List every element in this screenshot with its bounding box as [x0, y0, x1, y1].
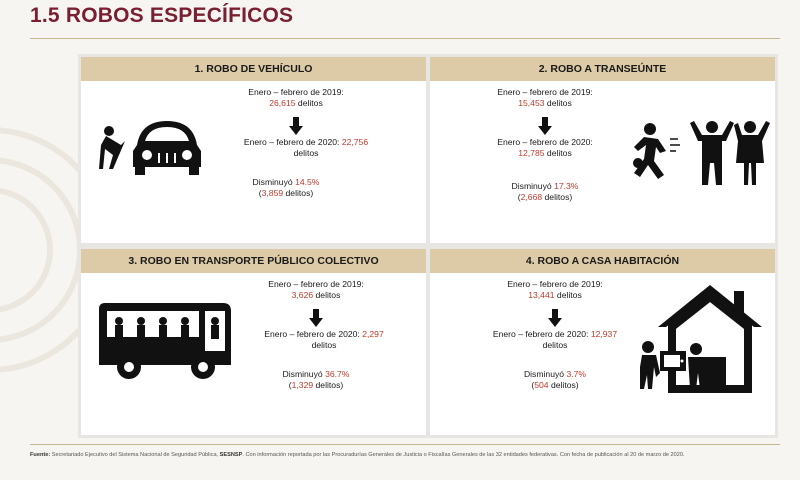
- change-abs: 3,859: [261, 188, 284, 198]
- arrow-down-icon: [309, 309, 323, 327]
- change-pct: 3.7%: [566, 369, 587, 379]
- robbery-panels-grid: [78, 54, 778, 438]
- car-thief-icon: [97, 105, 203, 185]
- period-2020-block: [480, 137, 610, 159]
- change-label: Disminuyó: [252, 177, 296, 187]
- paren-open: (: [288, 380, 292, 390]
- period-2019-label: Enero – febrero de 2019:: [268, 279, 364, 289]
- change-block: [231, 177, 341, 199]
- page-title: 1.5 ROBOS ESPECÍFICOS: [30, 4, 294, 27]
- period-2019-block: [490, 279, 620, 301]
- value-2019: 26,615: [269, 98, 296, 108]
- change-abs: 504: [534, 380, 549, 390]
- period-2020-block: [221, 137, 391, 159]
- bus-icon: [95, 299, 235, 383]
- period-2019-block: [231, 87, 361, 109]
- source-note: [30, 452, 790, 458]
- change-block: [490, 181, 600, 203]
- change-label: Disminuyó: [511, 181, 555, 191]
- panel-public-transport-robbery: [81, 249, 426, 435]
- value-2020: 12,937: [590, 329, 618, 339]
- period-2019-label: Enero – febrero de 2019:: [507, 279, 603, 289]
- unit-2020: delitos: [293, 148, 319, 158]
- change-abs-unit: delitos): [313, 380, 344, 390]
- period-2019-label: Enero – febrero de 2019:: [248, 87, 344, 97]
- unit-2019: delitos: [544, 98, 572, 108]
- panel-home-burglary: [430, 249, 775, 435]
- value-2019: 13,441: [528, 290, 555, 300]
- value-2019: 3,626: [291, 290, 314, 300]
- panel-vehicle-robbery: [81, 57, 426, 243]
- arrow-down-icon: [548, 309, 562, 327]
- source-org: SESNSP: [219, 452, 243, 458]
- paren-open: (: [258, 188, 262, 198]
- period-2019-label: Enero – febrero de 2019:: [497, 87, 593, 97]
- unit-2020: delitos: [311, 340, 337, 350]
- panel-heading: 1. ROBO DE VEHÍCULO: [81, 57, 426, 81]
- change-block: [261, 369, 371, 391]
- value-2019: 15,453: [518, 98, 545, 108]
- change-label: Disminuyó: [523, 369, 567, 379]
- unit-2019: delitos: [295, 98, 323, 108]
- change-abs-unit: delitos): [283, 188, 314, 198]
- period-2020-label: Enero – febrero de 2020:: [243, 137, 342, 147]
- period-2020-block: [470, 329, 640, 351]
- period-2020-label: Enero – febrero de 2020:: [492, 329, 591, 339]
- change-abs: 1,329: [291, 380, 314, 390]
- unit-2019: delitos: [554, 290, 582, 300]
- change-abs-unit: delitos): [548, 380, 579, 390]
- period-2020-block: [239, 329, 409, 351]
- period-2019-block: [251, 279, 381, 301]
- change-block: [500, 369, 610, 391]
- arrow-down-icon: [538, 117, 552, 135]
- unit-2019: delitos: [313, 290, 341, 300]
- change-pct: 14.5%: [295, 177, 320, 187]
- panel-heading: 2. ROBO A TRANSEÚNTE: [430, 57, 775, 81]
- pedestrian-robbery-icon: [630, 115, 770, 199]
- value-2020: 2,297: [362, 329, 384, 339]
- panel-pedestrian-robbery: [430, 57, 775, 243]
- period-2020-label: Enero – febrero de 2020:: [264, 329, 363, 339]
- change-pct: 36.7%: [325, 369, 350, 379]
- panel-heading: 3. ROBO EN TRANSPORTE PÚBLICO COLECTIVO: [81, 249, 426, 273]
- footer-divider: [30, 444, 780, 445]
- value-2020: 12,785: [518, 148, 545, 158]
- house-burglary-icon: [638, 277, 768, 397]
- unit-2020: delitos: [544, 148, 572, 158]
- change-pct: 17.3%: [554, 181, 579, 191]
- panel-heading: 4. ROBO A CASA HABITACIÓN: [430, 249, 775, 273]
- title-divider: [30, 38, 780, 39]
- value-2020: 22,756: [341, 137, 369, 147]
- source-label: Fuente:: [30, 452, 51, 458]
- change-label: Disminuyó: [282, 369, 326, 379]
- period-2019-block: [480, 87, 610, 109]
- unit-2020: delitos: [542, 340, 568, 350]
- source-text-1: Secretariado Ejecutivo del Sistema Nacional de Seguridad Pública,: [50, 452, 220, 458]
- change-abs-unit: delitos): [542, 192, 573, 202]
- paren-open: (: [517, 192, 521, 202]
- source-text-2: . Con información reportada por las Procuradurías Generales de Justicia o Fiscalías Generales de las 32 entidades federativas. Con fecha de publicación al 20 de marzo de 2020.: [242, 452, 685, 458]
- period-2020-label: Enero – febrero de 2020:: [497, 137, 593, 147]
- arrow-down-icon: [289, 117, 303, 135]
- change-abs: 2,668: [520, 192, 543, 202]
- paren-open: (: [531, 380, 535, 390]
